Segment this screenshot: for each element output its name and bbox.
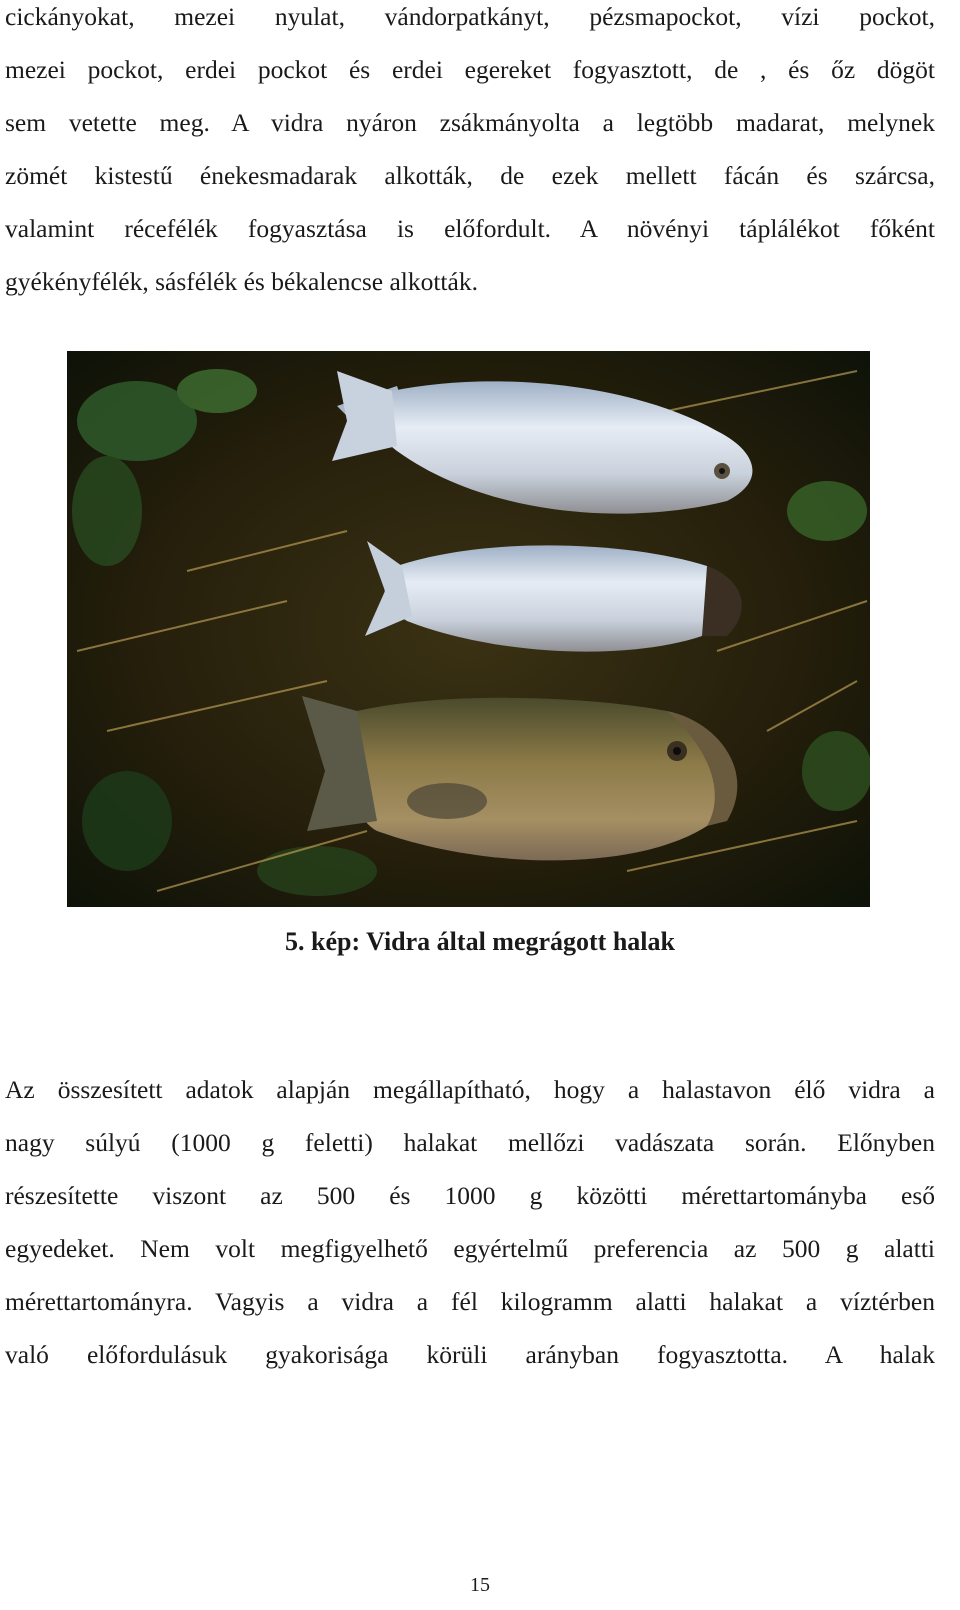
photo-chewed-fish xyxy=(67,351,870,907)
text-line: cickányokat, mezei nyulat, vándorpatkányt, pézsmapockot, vízi pockot, xyxy=(5,2,935,31)
text-line: részesítette viszont az 500 és 1000 g közötti mérettartományba eső xyxy=(5,1181,935,1210)
text-line: mérettartományra. Vagyis a vidra a fél kilogramm alatti halakat a víztérben xyxy=(5,1287,935,1316)
text-line: gyékényfélék, sásfélék és békalencse alkották. xyxy=(5,267,478,296)
text-line: zömét kistestű énekesmadarak alkották, de ezek mellett fácán és szárcsa, xyxy=(5,161,935,190)
text-line: Az összesített adatok alapján megállapítható, hogy a halastavon élő vidra a xyxy=(5,1075,935,1104)
text-line: nagy súlyú (1000 g feletti) halakat mellőzi vadászata során. Előnyben xyxy=(5,1128,935,1157)
text-line: egyedeket. Nem volt megfigyelhető egyértelmű preferencia az 500 g alatti xyxy=(5,1234,935,1263)
text-line: valamint récefélék fogyasztása is előfordult. A növényi táplálékot főként xyxy=(5,214,935,243)
text-line: sem vetette meg. A vidra nyáron zsákmányolta a legtöbb madarat, melynek xyxy=(5,108,935,137)
paragraph-diet xyxy=(5,0,935,308)
text-line: való előfordulásuk gyakorisága körüli arányban fogyasztotta. A halak xyxy=(5,1340,935,1369)
text-line: mezei pockot, erdei pockot és erdei egereket fogyasztott, de , és őz dögöt xyxy=(5,55,935,84)
figure-caption: 5. kép: Vidra által megrágott halak xyxy=(285,927,675,956)
page-number: 15 xyxy=(470,1574,490,1596)
paragraph-summary xyxy=(5,1063,935,1381)
